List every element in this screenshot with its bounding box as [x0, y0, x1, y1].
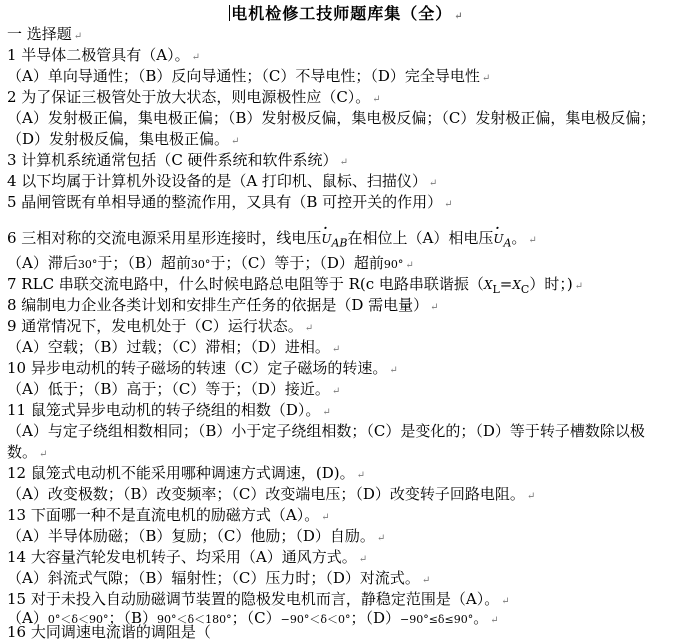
question-text: 10 异步电动机的转子磁场的转速（C）定子磁场的转速。	[7, 359, 388, 377]
question-1	[7, 45, 689, 65]
paragraph-mark-icon: ↵	[322, 407, 331, 418]
options-text: （D）发射极反偏，集电极正偏。	[7, 130, 230, 148]
range-value: 90°＜δ＜180°	[157, 613, 232, 626]
options-text: （A）	[7, 609, 48, 627]
options-text: （A）单向导通性；（B）反向导通性；（C）不导电性；（D）完全导电性	[7, 67, 480, 85]
question-text: 7 RLC 串联交流电路中，什么时候电路总电阻等于 R(c 电路串联谐振（	[7, 275, 484, 293]
question-15	[7, 589, 689, 609]
question-text: 16 大同调速电流谐的调阻是（	[7, 623, 211, 641]
options-text: （A）斜流式气隙；（B）辐射性；（C）压力时；（D）对流式。	[7, 569, 420, 587]
question-12-options	[7, 484, 689, 504]
paragraph-mark-icon: ↵	[405, 260, 414, 271]
paragraph-mark-icon: ↵	[356, 470, 365, 481]
question-text: 9 通常情况下，发电机处于（C）运行状态。	[7, 317, 303, 335]
paragraph-mark-icon: ↵	[430, 302, 439, 313]
question-3	[7, 150, 689, 170]
voltage-symbol: U	[321, 232, 332, 246]
range-value: 0°＜δ＜90°	[47, 613, 109, 626]
equals-sign: =	[499, 275, 513, 293]
question-text: 5 晶闸管既有单相导通的整流作用，又具有（B 可控开关的作用）	[7, 193, 443, 211]
paragraph-mark-icon: ↵	[39, 449, 48, 460]
paragraph-mark-icon: ↵	[574, 281, 584, 292]
angle-value: 30°	[77, 258, 98, 271]
section-heading	[7, 24, 689, 44]
question-8	[7, 295, 689, 315]
options-text: （A）与定子绕组相数相同；（B）小于定子绕组相数；（C）是变化的；（D）等于转子槽数除以极	[7, 422, 645, 440]
question-1-options	[7, 66, 689, 86]
options-text: ；（C）	[231, 609, 281, 627]
paragraph-mark-icon: ↵	[454, 11, 464, 22]
paragraph-mark-icon: ↵	[191, 52, 201, 63]
paragraph-mark-icon: ↵	[490, 615, 499, 626]
question-13-options	[7, 526, 689, 546]
title-text: 电机检修工技师题库集（全）	[231, 4, 453, 23]
voltage-symbol: U	[493, 232, 504, 246]
reactance-subscript: C	[520, 283, 530, 296]
paragraph-mark-icon: ↵	[501, 596, 510, 607]
paragraph-mark-icon: ↵	[304, 323, 314, 334]
question-12	[7, 463, 689, 483]
paragraph-mark-icon: ↵	[339, 157, 348, 168]
question-10	[7, 358, 689, 378]
question-text: 3 计算机系统通常包括（C 硬件系统和软件系统）	[7, 151, 338, 169]
question-2	[7, 87, 689, 107]
options-text: （A）滞后	[7, 254, 78, 272]
question-text: 13 下面哪一种不是直流电机的励磁方式（A）。	[7, 506, 320, 524]
question-text: 14 大容量汽轮发电机转子、均采用（A）通风方式。	[7, 548, 357, 566]
voltage-subscript: AB	[331, 236, 348, 250]
paragraph-mark-icon: ↵	[372, 94, 381, 105]
question-6-options	[7, 253, 689, 273]
question-text: 在相位上（A）相电压	[347, 229, 494, 247]
question-text: 11 鼠笼式异步电动机的转子绕组的相数（D）。	[7, 401, 321, 419]
paragraph-mark-icon: ↵	[428, 178, 438, 189]
question-14-options	[7, 568, 689, 588]
options-text: （A）发射极正偏，集电极正偏；（B）发射极反偏，集电极反偏；（C）发射极正偏，集电极反偏；	[7, 109, 656, 127]
paragraph-mark-icon: ↵	[528, 235, 537, 246]
question-10-options	[7, 379, 689, 399]
options-text: ；（B）	[108, 609, 157, 627]
angle-value: 30°	[190, 258, 211, 271]
question-text: 8 编制电力企业各类计划和安排生产任务的依据是（D 需电量）	[7, 296, 429, 314]
question-text: 6 三相对称的交流电源采用星形连接时，线电压	[7, 229, 322, 247]
question-4	[7, 171, 689, 191]
reactance-symbol: X	[512, 278, 521, 292]
voltage-subscript: A	[503, 236, 512, 250]
question-2-options	[7, 108, 689, 128]
options-text: （A）半导体励磁；（B）复励；（C）他励；（D）自励。	[7, 527, 375, 545]
reactance-symbol: X	[483, 278, 493, 292]
question-9-options	[7, 337, 689, 357]
paragraph-mark-icon: ↵	[321, 512, 330, 523]
question-11-options	[7, 421, 689, 441]
angle-value: 90°	[383, 258, 404, 271]
options-text: （A）低于；（B）高于；（C）等于；（D）接近。	[7, 380, 330, 398]
voltage-uab	[321, 229, 347, 253]
voltage-ua	[493, 229, 511, 253]
options-text: （A）空载；（B）过载；（C）滞相；（D）进相。	[7, 338, 330, 356]
question-7	[7, 274, 689, 294]
question-text: 4 以下均属于计算机外设设备的是（A 打印机、鼠标、扫描仪）	[7, 172, 427, 190]
paragraph-mark-icon: ↵	[444, 199, 453, 210]
options-text: 于；（B）超前	[97, 254, 191, 272]
question-9	[7, 316, 689, 336]
question-2-options-cont	[7, 129, 689, 149]
options-text: 数。	[7, 443, 38, 461]
range-value: −90°≤δ≤90°	[399, 613, 474, 626]
paragraph-mark-icon: ↵	[331, 386, 341, 397]
question-11-options-cont	[7, 442, 689, 462]
question-text: 2 为了保证三极管处于放大状态，则电源极性应（C）。	[7, 88, 371, 106]
paragraph-mark-icon: ↵	[73, 31, 83, 42]
question-16-partial	[7, 622, 211, 642]
question-text: 12 鼠笼式电动机不能采用哪种调速方式调速，(D)。	[7, 464, 355, 482]
paragraph-mark-icon: ↵	[231, 136, 240, 147]
question-5	[7, 192, 689, 212]
paragraph-mark-icon: ↵	[389, 365, 398, 376]
question-6	[7, 228, 689, 248]
options-text: ；（D）	[350, 609, 400, 627]
paragraph-mark-icon: ↵	[376, 533, 386, 544]
question-text: 1 半导体二极管具有（A）。	[7, 46, 190, 64]
reactance-subscript: L	[492, 283, 500, 296]
paragraph-mark-icon: ↵	[481, 73, 491, 84]
question-text: 15 对于未投入自动励磁调节装置的隐极发电机而言，静稳定范围是（A）。	[7, 590, 500, 608]
options-text: 于；（C）等于；（D）超前	[210, 254, 384, 272]
question-14	[7, 547, 689, 567]
options-text: （A）改变极数；（B）改变频率；（C）改变端电压；（D）改变转子回路电阻。	[7, 485, 525, 503]
paragraph-mark-icon: ↵	[358, 554, 368, 565]
question-13	[7, 505, 689, 525]
paragraph-mark-icon: ↵	[421, 575, 431, 586]
section-text: 一 选择题	[7, 25, 72, 43]
options-text: 。	[473, 609, 489, 627]
question-text: 。	[511, 229, 527, 247]
paragraph-mark-icon: ↵	[526, 491, 536, 502]
question-text: ）时；)	[529, 275, 573, 293]
range-value: −90°＜δ＜0°	[280, 613, 351, 626]
paragraph-mark-icon: ↵	[331, 344, 341, 355]
question-11	[7, 400, 689, 420]
